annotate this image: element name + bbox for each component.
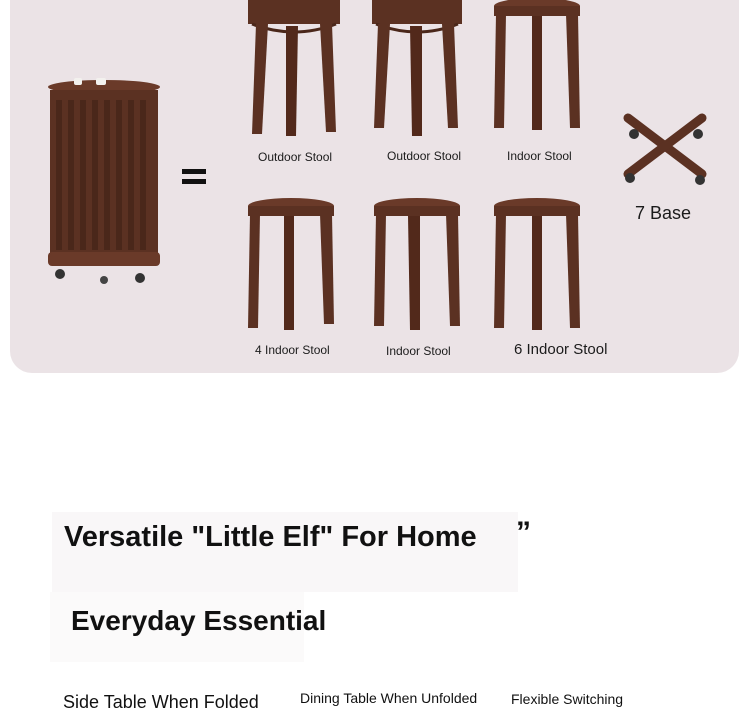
assembled-table-image [44, 76, 164, 290]
indoor-stool-image-5 [372, 198, 462, 332]
indoor-stool-image [492, 0, 582, 132]
item-label-outdoor-stool-1: Outdoor Stool [258, 150, 333, 164]
headline-title: Versatile "Little Elf" For Home [64, 521, 477, 553]
rolling-base-image [620, 110, 710, 186]
item-label-indoor-stool-6: 6 Indoor Stool [514, 341, 608, 358]
item-label-outdoor-stool-2: Outdoor Stool [387, 149, 462, 163]
feature-flexible-switching: Flexible Switching [511, 691, 624, 707]
item-label-indoor-stool-3: Indoor Stool [507, 149, 572, 163]
indoor-stool-image-6 [492, 198, 582, 332]
outdoor-stool-image [246, 0, 342, 138]
feature-side-table: Side Table When Folded [63, 692, 259, 712]
outdoor-stool-image-2 [370, 0, 464, 138]
indoor-stool-image-4 [246, 198, 336, 332]
closing-quote-mark: ” [516, 516, 531, 549]
headline-subtitle: Everyday Essential [71, 605, 327, 636]
feature-dining-table: Dining Table When Unfolded [300, 690, 478, 706]
item-label-base-7: 7 Base [635, 203, 692, 223]
item-label-indoor-stool-5: Indoor Stool [386, 344, 451, 358]
equals-sign [182, 168, 206, 186]
item-label-indoor-stool-4: 4 Indoor Stool [255, 343, 330, 357]
product-components-panel [10, 0, 739, 373]
